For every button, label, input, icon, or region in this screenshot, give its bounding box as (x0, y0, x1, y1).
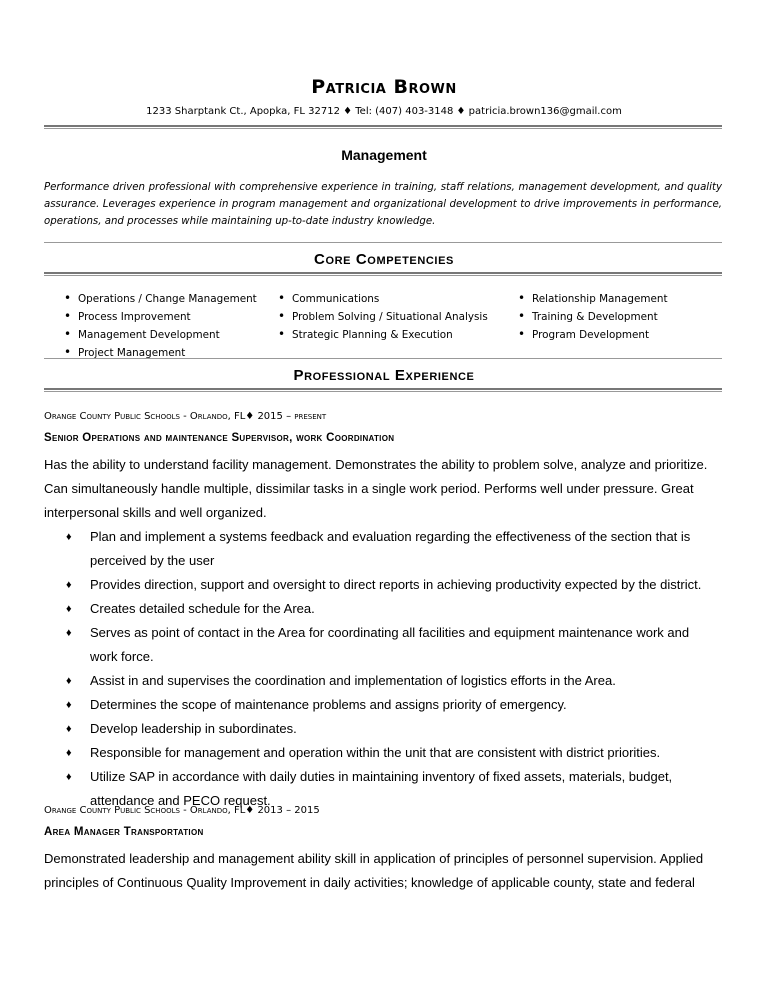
contact-info: 1233 Sharptank Ct., Apopka, FL 32712 ♦ Tel: (407) 403-3148 ♦ patricia.brown136@gmail.com (146, 106, 622, 117)
competency-item: • Management Development (64, 325, 257, 343)
job-employer: Orange County Public Schools - Orlando, FL♦ 2015 – present (44, 411, 327, 422)
competency-list-3 (518, 289, 668, 343)
section-divider (44, 388, 722, 392)
competency-item: • Relationship Management (518, 289, 668, 307)
competency-item: • Strategic Planning & Execution (278, 325, 488, 343)
duty-item: ♦ Assist in and supervises the coordination and implementation of logistics efforts in the Area. (66, 669, 716, 693)
objective-title: Management (341, 147, 427, 163)
section-divider (44, 358, 722, 359)
section-divider (44, 272, 722, 276)
professional-experience-heading: Professional Experience (293, 367, 475, 384)
competency-item: • Training & Development (518, 307, 668, 325)
competency-item: • Operations / Change Management (64, 289, 257, 307)
duty-item: ♦ Responsible for management and operation within the unit that are consistent with district priorities. (66, 741, 716, 765)
core-competencies-heading: Core Competencies (314, 251, 454, 268)
duty-item: ♦ Plan and implement a systems feedback and evaluation regarding the effectiveness of the section that is perceived by the user (66, 525, 716, 573)
duty-item: ♦ Provides direction, support and oversight to direct reports in achieving productivity expected by the district. (66, 573, 716, 597)
duty-item: ♦ Develop leadership in subordinates. (66, 717, 716, 741)
job-title: Senior Operations and maintenance Supervisor, work Coordination (44, 432, 395, 444)
duty-item: ♦ Determines the scope of maintenance problems and assigns priority of emergency. (66, 693, 716, 717)
competency-item: • Problem Solving / Situational Analysis (278, 307, 488, 325)
duty-item: ♦ Serves as point of contact in the Area for coordinating all facilities and equipment maintenance work and work force. (66, 621, 716, 669)
job-duties-list (66, 525, 716, 813)
competency-list-2 (278, 289, 488, 343)
competency-list-1 (64, 289, 257, 361)
job-description: Demonstrated leadership and management ability skill in application of principles of personnel supervision. Applied principles of Continuous Quality Improvement in daily activities; knowledge of applicable county, state and federal (44, 851, 704, 890)
competency-item: • Program Development (518, 325, 668, 343)
job-title: Area Manager Transportation (44, 826, 204, 838)
competency-item: • Process Improvement (64, 307, 257, 325)
header-divider (44, 125, 722, 129)
job-employer: Orange County Public Schools - Orlando, FL♦ 2013 – 2015 (44, 805, 320, 816)
section-divider (44, 242, 722, 243)
duty-item: ♦ Creates detailed schedule for the Area. (66, 597, 716, 621)
competency-item: • Project Management (64, 343, 257, 361)
job-description: Has the ability to understand facility management. Demonstrates the ability to problem solve, analyze and prioritize. Can simultaneously handle multiple, dissimilar tasks in a single work period. Performs well under pressure. Great interpersonal skills and well organized. (44, 457, 708, 520)
duty-item: ♦ Utilize SAP in accordance with daily duties in maintaining inventory of fixed assets, materials, budget, attendance and PECO request. (66, 765, 716, 813)
professional-summary: Performance driven professional with comprehensive experience in training, staff relations, management development, and quality assurance. Leverages experience in program management and organizational development to drive improvements in performance, operations, and processes while maintaining up-to-date industry knowledge. (44, 182, 722, 227)
candidate-name: Patricia Brown (311, 76, 457, 98)
competency-item: • Communications (278, 289, 488, 307)
